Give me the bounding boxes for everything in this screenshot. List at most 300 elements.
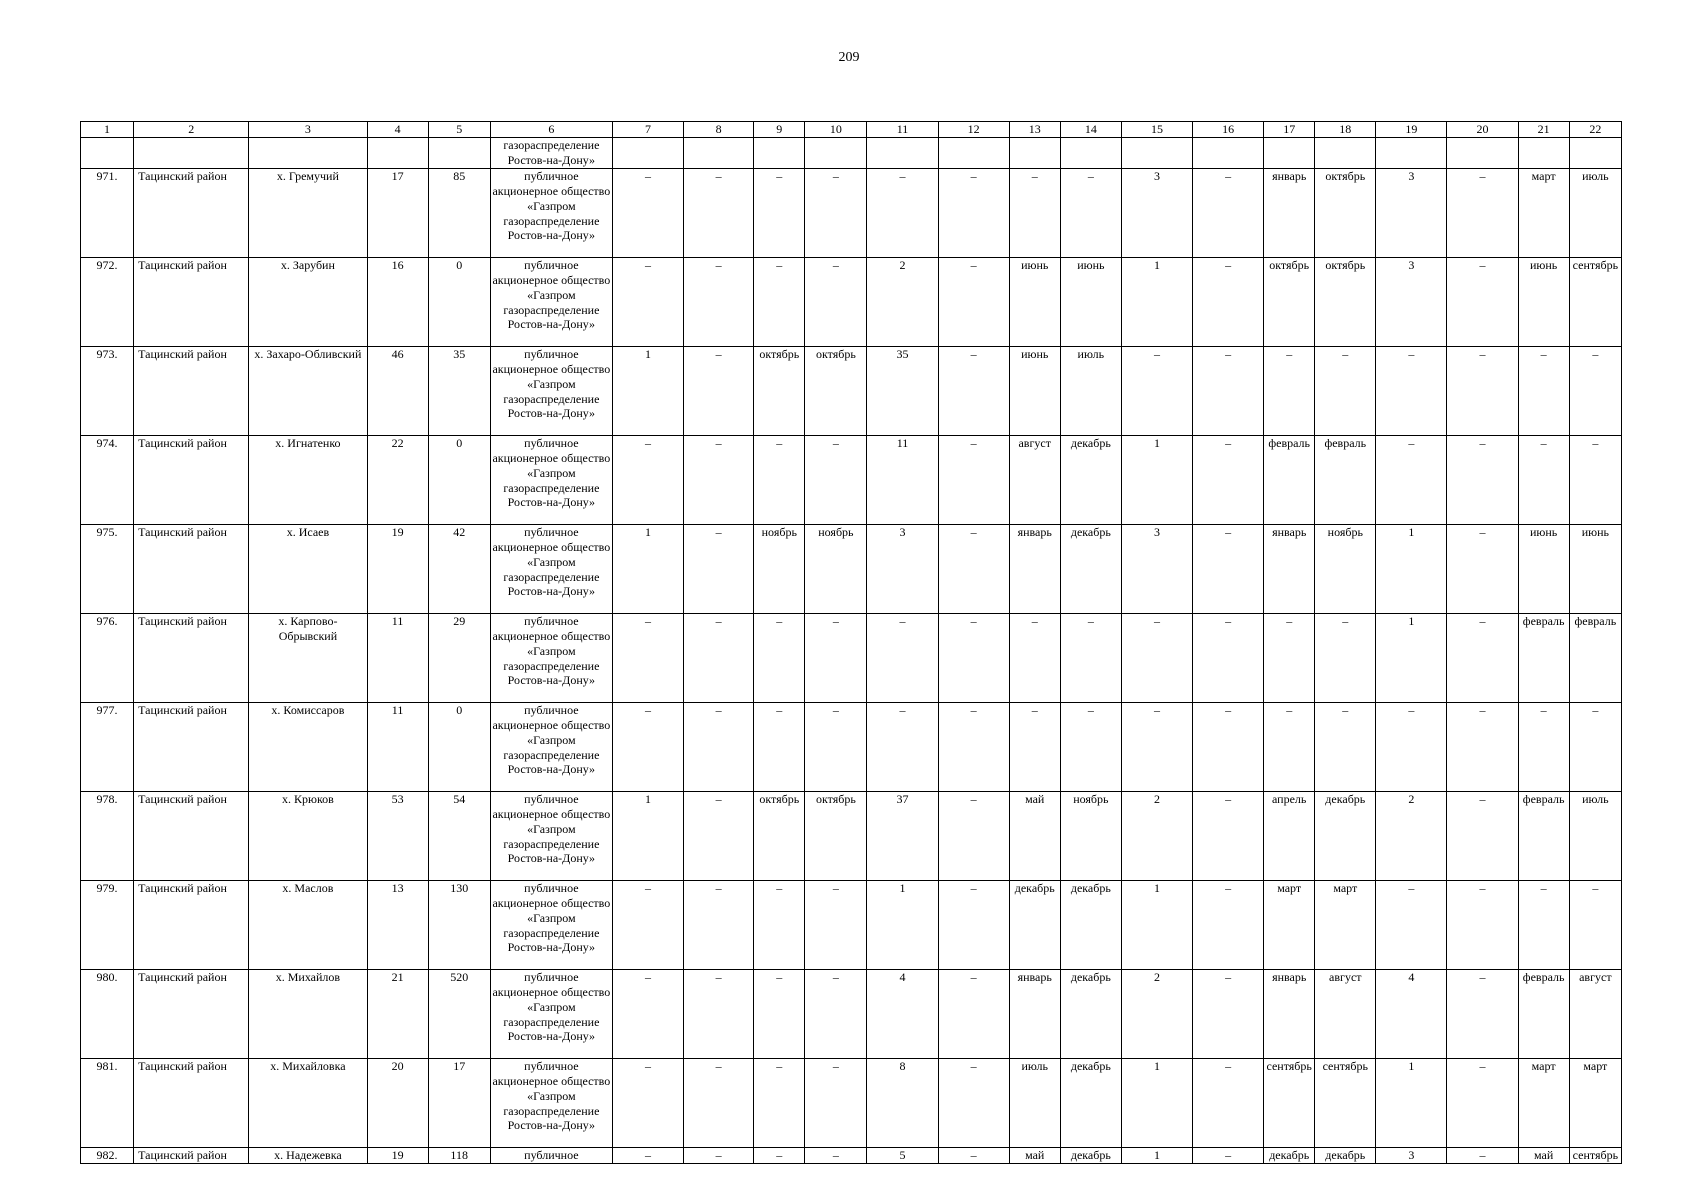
column-14-cell: декабрь [1060,435,1121,524]
column-14-cell: декабрь [1060,880,1121,969]
column-20-cell: – [1447,524,1518,613]
table-row [81,524,1622,613]
locality-cell: х. Надежевка [249,1147,367,1163]
row-number-cell: 979. [81,880,134,969]
column-number-header: 19 [1376,122,1447,138]
column-11-cell: 1 [867,880,938,969]
column-13-cell: декабрь [1009,880,1060,969]
column-14-cell: июль [1060,346,1121,435]
column-13-cell: июнь [1009,346,1060,435]
column-11-cell: 8 [867,1058,938,1147]
column-10-cell: – [805,257,867,346]
column-16-cell: – [1193,524,1264,613]
continuation-row [81,138,1622,169]
operator-cell: публичное акционерное общество «Газпром газораспределение Ростов-на-Дону» [490,613,612,702]
column-16-cell: – [1193,702,1264,791]
column-16-cell: – [1193,880,1264,969]
column-7-cell: 1 [612,791,683,880]
column-9-cell: – [754,1147,805,1163]
column-7-cell: – [612,435,683,524]
column-21-cell: – [1518,880,1569,969]
column-22-cell: июль [1569,168,1621,257]
table-cell [1569,138,1621,169]
table-row [81,435,1622,524]
data-table [80,121,1622,1164]
column-9-cell: октябрь [754,346,805,435]
column-21-cell: июнь [1518,524,1569,613]
column-10-cell: октябрь [805,346,867,435]
column-20-cell: – [1447,346,1518,435]
operator-cell: публичное акционерное общество «Газпром газораспределение Ростов-на-Дону» [490,880,612,969]
column-15-cell: 1 [1121,257,1192,346]
column-12-cell: – [938,613,1009,702]
operator-cell: публичное акционерное общество «Газпром газораспределение Ростов-на-Дону» [490,702,612,791]
operator-cell: публичное акционерное общество «Газпром газораспределение Ростов-на-Дону» [490,791,612,880]
column-22-cell: – [1569,346,1621,435]
column-19-cell: – [1376,435,1447,524]
column-16-cell: – [1193,613,1264,702]
column-20-cell: – [1447,1147,1518,1163]
district-cell: Тацинский район [134,969,249,1058]
operator-cell: публичное акционерное общество «Газпром газораспределение Ростов-на-Дону» [490,1058,612,1147]
column-16-cell: – [1193,791,1264,880]
column-14-cell: ноябрь [1060,791,1121,880]
district-cell: Тацинский район [134,880,249,969]
table-row [81,969,1622,1058]
column-5-cell: 520 [428,969,490,1058]
column-20-cell: – [1447,168,1518,257]
column-12-cell: – [938,1058,1009,1147]
column-19-cell: 1 [1376,524,1447,613]
column-4-cell: 53 [367,791,428,880]
column-16-cell: – [1193,435,1264,524]
row-number-cell: 974. [81,435,134,524]
column-17-cell: январь [1264,168,1315,257]
column-11-cell: 35 [867,346,938,435]
column-18-cell: ноябрь [1315,524,1376,613]
column-12-cell: – [938,435,1009,524]
locality-cell: х. Захаро-Обливский [249,346,367,435]
column-number-header: 3 [249,122,367,138]
column-18-cell: февраль [1315,435,1376,524]
column-4-cell: 11 [367,613,428,702]
column-10-cell: – [805,613,867,702]
column-9-cell: – [754,1058,805,1147]
table-cell [81,138,134,169]
column-20-cell: – [1447,257,1518,346]
row-number-cell: 977. [81,702,134,791]
operator-cell: публичное акционерное общество «Газпром газораспределение Ростов-на-Дону» [490,168,612,257]
column-9-cell: – [754,702,805,791]
column-19-cell: 1 [1376,613,1447,702]
column-4-cell: 46 [367,346,428,435]
column-5-cell: 0 [428,257,490,346]
column-13-cell: – [1009,702,1060,791]
column-4-cell: 11 [367,702,428,791]
column-4-cell: 16 [367,257,428,346]
column-22-cell: август [1569,969,1621,1058]
column-number-header: 18 [1315,122,1376,138]
column-5-cell: 17 [428,1058,490,1147]
table-cell [1193,138,1264,169]
column-22-cell: июнь [1569,524,1621,613]
column-12-cell: – [938,346,1009,435]
column-19-cell: 1 [1376,1058,1447,1147]
column-10-cell: октябрь [805,791,867,880]
column-21-cell: март [1518,1058,1569,1147]
operator-cell: публичное акционерное общество «Газпром газораспределение Ростов-на-Дону» [490,435,612,524]
table-cell [938,138,1009,169]
column-number-header: 14 [1060,122,1121,138]
column-12-cell: – [938,524,1009,613]
column-5-cell: 0 [428,435,490,524]
column-17-cell: апрель [1264,791,1315,880]
column-13-cell: май [1009,791,1060,880]
column-18-cell: – [1315,346,1376,435]
column-19-cell: – [1376,702,1447,791]
table-cell [428,138,490,169]
column-14-cell: декабрь [1060,1147,1121,1163]
column-8-cell: – [684,1147,754,1163]
table-cell [805,138,867,169]
row-number-cell: 973. [81,346,134,435]
column-number-header: 10 [805,122,867,138]
column-number-header: 9 [754,122,805,138]
column-7-cell: 1 [612,524,683,613]
table-cell [1264,138,1315,169]
locality-cell: х. Михайлов [249,969,367,1058]
column-14-cell: декабрь [1060,969,1121,1058]
table-cell [1518,138,1569,169]
column-19-cell: 3 [1376,168,1447,257]
column-18-cell: март [1315,880,1376,969]
row-number-cell: 982. [81,1147,134,1163]
column-19-cell: 2 [1376,791,1447,880]
table-row [81,1147,1622,1163]
column-18-cell: сентябрь [1315,1058,1376,1147]
district-cell: Тацинский район [134,1147,249,1163]
column-20-cell: – [1447,613,1518,702]
operator-cell: публичное акционерное общество «Газпром газораспределение Ростов-на-Дону» [490,524,612,613]
table-cell [1121,138,1192,169]
column-15-cell: – [1121,346,1192,435]
column-7-cell: 1 [612,346,683,435]
column-19-cell: 3 [1376,1147,1447,1163]
column-17-cell: март [1264,880,1315,969]
column-5-cell: 130 [428,880,490,969]
column-14-cell: – [1060,702,1121,791]
table-row [81,702,1622,791]
column-20-cell: – [1447,791,1518,880]
row-number-cell: 975. [81,524,134,613]
column-15-cell: 1 [1121,880,1192,969]
column-7-cell: – [612,168,683,257]
table-row [81,791,1622,880]
column-21-cell: июнь [1518,257,1569,346]
column-8-cell: – [684,257,754,346]
column-number-row [81,122,1622,138]
column-13-cell: июнь [1009,257,1060,346]
column-4-cell: 13 [367,880,428,969]
column-10-cell: – [805,880,867,969]
column-20-cell: – [1447,435,1518,524]
column-8-cell: – [684,1058,754,1147]
table-cell [754,138,805,169]
column-15-cell: – [1121,702,1192,791]
column-19-cell: 3 [1376,257,1447,346]
column-10-cell: – [805,435,867,524]
column-12-cell: – [938,168,1009,257]
column-18-cell: октябрь [1315,168,1376,257]
row-number-cell: 978. [81,791,134,880]
column-8-cell: – [684,524,754,613]
column-9-cell: – [754,435,805,524]
column-10-cell: – [805,969,867,1058]
column-17-cell: январь [1264,524,1315,613]
column-9-cell: – [754,969,805,1058]
column-7-cell: – [612,257,683,346]
locality-cell: х. Крюков [249,791,367,880]
column-4-cell: 21 [367,969,428,1058]
column-9-cell: – [754,168,805,257]
column-4-cell: 22 [367,435,428,524]
column-15-cell: 1 [1121,435,1192,524]
district-cell: Тацинский район [134,257,249,346]
column-16-cell: – [1193,1147,1264,1163]
column-15-cell: 2 [1121,969,1192,1058]
column-17-cell: сентябрь [1264,1058,1315,1147]
district-cell: Тацинский район [134,435,249,524]
column-19-cell: – [1376,880,1447,969]
column-9-cell: ноябрь [754,524,805,613]
column-5-cell: 85 [428,168,490,257]
column-22-cell: март [1569,1058,1621,1147]
column-20-cell: – [1447,969,1518,1058]
column-number-header: 12 [938,122,1009,138]
column-12-cell: – [938,1147,1009,1163]
column-16-cell: – [1193,1058,1264,1147]
column-15-cell: – [1121,613,1192,702]
column-21-cell: февраль [1518,613,1569,702]
column-8-cell: – [684,702,754,791]
locality-cell: х. Исаев [249,524,367,613]
table-body [81,122,1622,1164]
operator-cell: публичное акционерное общество «Газпром газораспределение Ростов-на-Дону» [490,346,612,435]
column-22-cell: – [1569,435,1621,524]
table-cell [612,138,683,169]
locality-cell: х. Михайловка [249,1058,367,1147]
column-4-cell: 20 [367,1058,428,1147]
column-15-cell: 2 [1121,791,1192,880]
table-row [81,613,1622,702]
row-number-cell: 981. [81,1058,134,1147]
column-21-cell: – [1518,702,1569,791]
column-number-header: 5 [428,122,490,138]
column-17-cell: октябрь [1264,257,1315,346]
column-17-cell: февраль [1264,435,1315,524]
column-number-header: 4 [367,122,428,138]
column-15-cell: 3 [1121,168,1192,257]
district-cell: Тацинский район [134,702,249,791]
column-21-cell: май [1518,1147,1569,1163]
column-7-cell: – [612,702,683,791]
column-8-cell: – [684,791,754,880]
column-12-cell: – [938,880,1009,969]
column-14-cell: – [1060,168,1121,257]
table-row [81,346,1622,435]
locality-cell: х. Комиссаров [249,702,367,791]
column-18-cell: август [1315,969,1376,1058]
column-22-cell: сентябрь [1569,1147,1621,1163]
table-cell [134,138,249,169]
column-22-cell: сентябрь [1569,257,1621,346]
table-row [81,1058,1622,1147]
table-cell [867,138,938,169]
column-8-cell: – [684,435,754,524]
column-13-cell: май [1009,1147,1060,1163]
column-13-cell: январь [1009,969,1060,1058]
district-cell: Тацинский район [134,791,249,880]
column-21-cell: февраль [1518,969,1569,1058]
column-16-cell: – [1193,257,1264,346]
column-number-header: 11 [867,122,938,138]
column-11-cell: – [867,168,938,257]
column-15-cell: 1 [1121,1147,1192,1163]
locality-cell: х. Игнатенко [249,435,367,524]
column-10-cell: – [805,702,867,791]
column-11-cell: 11 [867,435,938,524]
table-cell [684,138,754,169]
column-number-header: 22 [1569,122,1621,138]
column-number-header: 2 [134,122,249,138]
column-9-cell: октябрь [754,791,805,880]
column-number-header: 13 [1009,122,1060,138]
column-19-cell: 4 [1376,969,1447,1058]
column-13-cell: – [1009,613,1060,702]
column-10-cell: – [805,168,867,257]
column-22-cell: – [1569,702,1621,791]
column-19-cell: – [1376,346,1447,435]
district-cell: Тацинский район [134,524,249,613]
column-16-cell: – [1193,969,1264,1058]
column-20-cell: – [1447,702,1518,791]
column-11-cell: 2 [867,257,938,346]
column-7-cell: – [612,880,683,969]
column-5-cell: 42 [428,524,490,613]
page-number: 209 [838,50,860,65]
column-17-cell: – [1264,346,1315,435]
column-16-cell: – [1193,346,1264,435]
column-7-cell: – [612,1147,683,1163]
column-number-header: 20 [1447,122,1518,138]
column-9-cell: – [754,257,805,346]
row-number-cell: 980. [81,969,134,1058]
column-20-cell: – [1447,880,1518,969]
column-number-header: 1 [81,122,134,138]
column-5-cell: 118 [428,1147,490,1163]
district-cell: Тацинский район [134,613,249,702]
column-13-cell: – [1009,168,1060,257]
district-cell: Тацинский район [134,346,249,435]
column-9-cell: – [754,613,805,702]
table-row [81,257,1622,346]
column-5-cell: 0 [428,702,490,791]
column-16-cell: – [1193,168,1264,257]
column-22-cell: – [1569,880,1621,969]
row-number-cell: 976. [81,613,134,702]
column-14-cell: июнь [1060,257,1121,346]
column-10-cell: – [805,1147,867,1163]
column-17-cell: – [1264,613,1315,702]
column-10-cell: ноябрь [805,524,867,613]
operator-cell: газораспределение Ростов-на-Дону» [490,138,612,169]
table-cell [1447,138,1518,169]
column-20-cell: – [1447,1058,1518,1147]
column-22-cell: февраль [1569,613,1621,702]
column-4-cell: 19 [367,524,428,613]
column-number-header: 6 [490,122,612,138]
column-14-cell: декабрь [1060,1058,1121,1147]
row-number-cell: 971. [81,168,134,257]
column-number-header: 15 [1121,122,1192,138]
column-5-cell: 29 [428,613,490,702]
column-11-cell: 5 [867,1147,938,1163]
column-12-cell: – [938,791,1009,880]
table-cell [1009,138,1060,169]
column-number-header: 16 [1193,122,1264,138]
column-17-cell: – [1264,702,1315,791]
column-11-cell: – [867,613,938,702]
column-22-cell: июль [1569,791,1621,880]
column-5-cell: 35 [428,346,490,435]
column-7-cell: – [612,969,683,1058]
column-18-cell: октябрь [1315,257,1376,346]
column-8-cell: – [684,969,754,1058]
column-13-cell: июль [1009,1058,1060,1147]
table-row [81,168,1622,257]
column-8-cell: – [684,346,754,435]
column-18-cell: декабрь [1315,1147,1376,1163]
locality-cell: х. Зарубин [249,257,367,346]
column-13-cell: январь [1009,524,1060,613]
column-7-cell: – [612,613,683,702]
column-number-header: 7 [612,122,683,138]
column-12-cell: – [938,702,1009,791]
column-8-cell: – [684,880,754,969]
operator-cell: публичное [490,1147,612,1163]
table-cell [1315,138,1376,169]
row-number-cell: 972. [81,257,134,346]
locality-cell: х. Маслов [249,880,367,969]
column-10-cell: – [805,1058,867,1147]
operator-cell: публичное акционерное общество «Газпром газораспределение Ростов-на-Дону» [490,257,612,346]
column-17-cell: декабрь [1264,1147,1315,1163]
table-cell [367,138,428,169]
column-11-cell: 3 [867,524,938,613]
column-4-cell: 17 [367,168,428,257]
column-21-cell: – [1518,435,1569,524]
column-11-cell: 4 [867,969,938,1058]
column-12-cell: – [938,257,1009,346]
column-21-cell: март [1518,168,1569,257]
column-number-header: 21 [1518,122,1569,138]
table-cell [249,138,367,169]
column-18-cell: – [1315,613,1376,702]
district-cell: Тацинский район [134,168,249,257]
column-11-cell: – [867,702,938,791]
column-18-cell: – [1315,702,1376,791]
table-cell [1376,138,1447,169]
